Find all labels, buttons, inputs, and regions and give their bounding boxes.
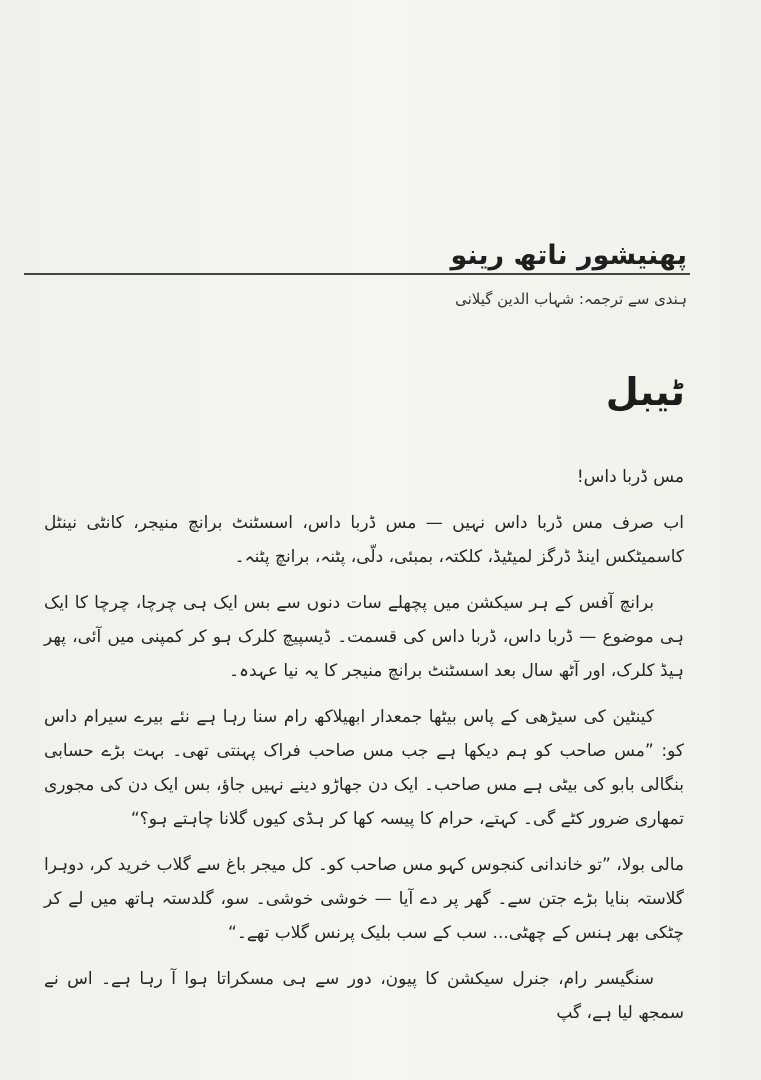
story-title: ٹیبل (605, 370, 685, 414)
paragraph: مس ڈربا داس! (576, 467, 684, 487)
translator-credit: ہندی سے ترجمہ: شہاب الدین گیلانی (455, 290, 687, 308)
author-name: پھنیشور ناتھ رینو (450, 240, 687, 271)
paragraph: برانچ آفس کے ہر سیکشن میں پچھلے سات دنوں سے بس ایک ہی چرچا، چرچا کا ایک ہی موضوع — ڈربا داس، ڈربا داس کی قسمت۔ ڈیسپیچ کلرک ہو کر کمپنی میں آئی، پھر ہیڈ کلرک، اور آٹھ سال بعد اسسٹنٹ برانچ منیجر کا یہ نیا عہدہ۔ (44, 593, 684, 681)
paragraph: کینٹین کی سیڑھی کے پاس بیٹھا جمعدار ابھیلاکھ رام سنا رہا ہے نئے بیرے سیرام داس کو: ”مس صاحب کو ہم دیکھا ہے جب مس صاحب فراک پہنتی تھی۔ بہت بڑے حسابی بنگالی بابو کی بیٹی ہے مس صاحب۔ ایک دن جھاڑو دینے نہیں جاؤ، بس ایک دن کی مجوری تمھاری ضرور کٹے گی۔ کہتے، حرام کا پیسہ کھا کر ہڈی کیوں گلانا چاہتے ہو؟“ (44, 707, 684, 829)
paragraph: اب صرف مس ڈربا داس نہیں — مس ڈربا داس، اسسٹنٹ برانچ منیجر، کانٹی نینٹل کاسمیٹکس اینڈ ڈرگز لمیٹیڈ، کلکتہ، بمبئی، دلّی، پٹنہ، برانچ پٹنہ۔ (44, 513, 684, 567)
paragraph: سنگیسر رام، جنرل سیکشن کا پیون، دور سے ہی مسکراتا ہوا آ رہا ہے۔ اس نے سمجھ لیا ہے، گپ (44, 969, 684, 1023)
story-body (44, 460, 684, 1042)
paragraph: مالی بولا، ”تو خاندانی کنجوس کہو مس صاحب کو۔ کل میجر باغ سے گلاب خرید کر، دوہرا گلاستہ بنایا بڑے جتن سے۔ گھر پر دے آیا — خوشی خوشی۔ سو، گلدستہ ہاتھ میں لے کر چٹکی بھر ہنس کے چھٹی... سب کے سب بلیک پرنس گلاب تھے۔“ (44, 855, 684, 943)
header-rule (24, 273, 690, 275)
